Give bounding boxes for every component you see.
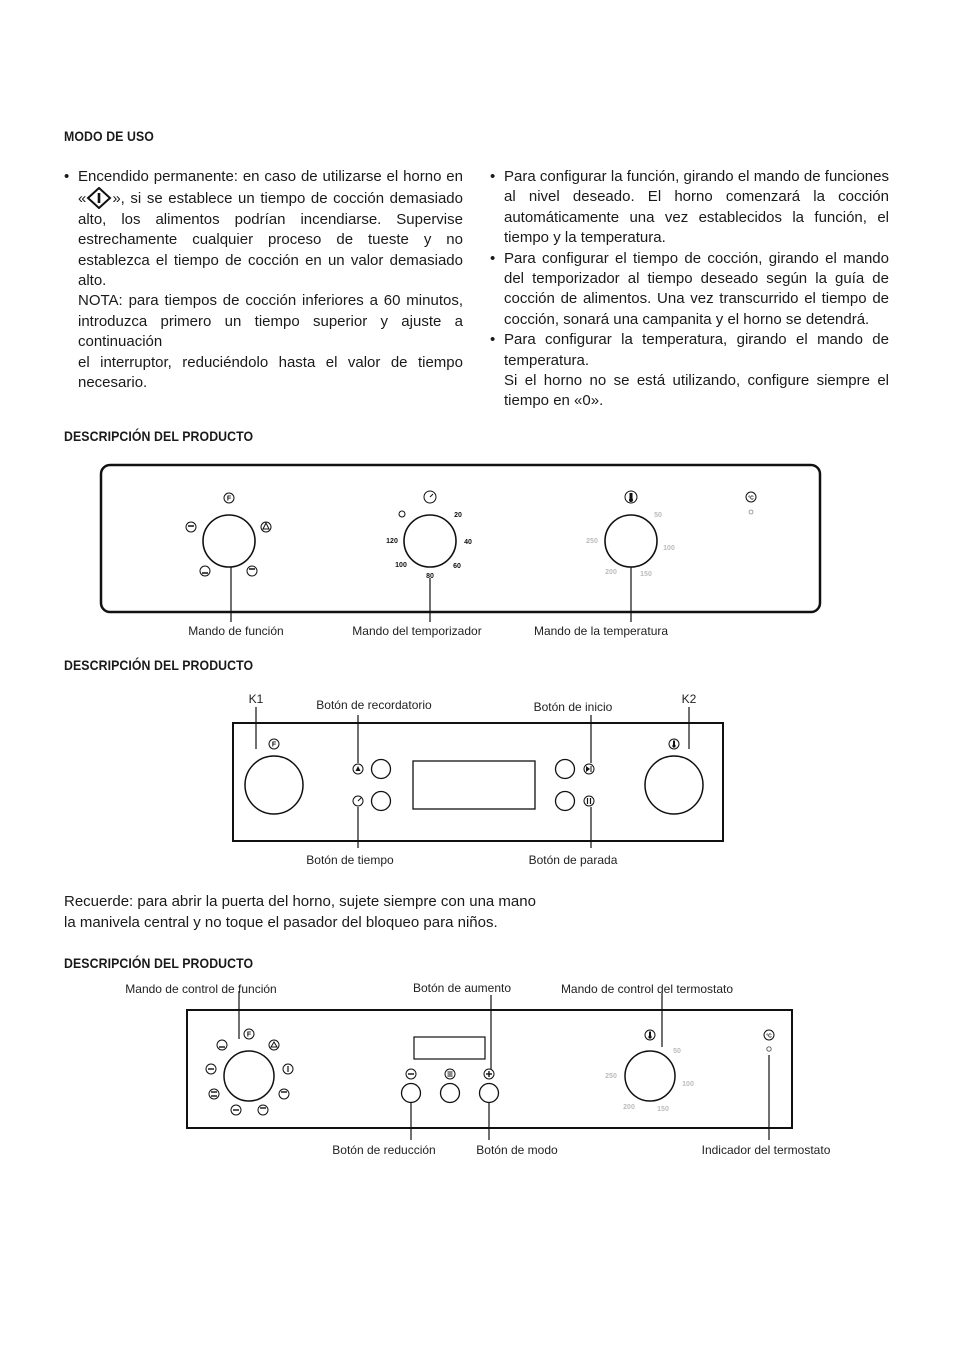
label-boton-modo: Botón de modo bbox=[476, 1143, 558, 1157]
bullet-funcion bbox=[490, 167, 889, 249]
pause-icon bbox=[584, 796, 594, 806]
thermostat-knob-3 bbox=[625, 1051, 675, 1101]
function-knob-3 bbox=[224, 1051, 274, 1101]
temp-knob-circle bbox=[605, 515, 657, 567]
temp3-tick-250: 250 bbox=[605, 1073, 617, 1080]
panel2-outline bbox=[233, 723, 723, 841]
mode-button[interactable] bbox=[441, 1084, 460, 1103]
time-button[interactable] bbox=[372, 792, 391, 811]
mode-icon-upper bbox=[258, 1105, 268, 1115]
temp3-tick-150: 150 bbox=[657, 1106, 669, 1113]
label-boton-tiempo: Botón de tiempo bbox=[306, 853, 394, 867]
recuerde-paragraph bbox=[64, 891, 536, 933]
label-mando-temperatura: Mando de la temperatura bbox=[533, 624, 669, 638]
bullet-text-temperatura-cont: Si el horno no se está utilizando, configure siempre el tiempo en «0». bbox=[504, 372, 889, 410]
mode-icon-fan-grill bbox=[279, 1089, 289, 1099]
bullet-text-1a: Encendido permanente: en caso de utilizarse el horno en « bbox=[78, 168, 463, 208]
function-f-label: F bbox=[226, 495, 232, 503]
section-title-desc-3: DESCRIPCIÓN DEL PRODUCTO bbox=[64, 955, 254, 971]
temp-tick-50: 50 bbox=[654, 512, 662, 519]
timer-tick-120: 120 bbox=[386, 538, 398, 545]
timer-knob bbox=[386, 491, 472, 580]
label-boton-inicio: Botón de inicio bbox=[533, 700, 613, 714]
mode-icon-grill bbox=[209, 1089, 219, 1099]
section-title-modo-uso: MODO DE USO bbox=[64, 128, 154, 144]
label-boton-reduccion: Botón de reducción bbox=[332, 1143, 436, 1157]
function-knob-circle bbox=[203, 515, 255, 567]
increase-button[interactable] bbox=[480, 1084, 499, 1103]
temp-tick-200: 200 bbox=[605, 569, 617, 576]
decrease-button[interactable] bbox=[402, 1084, 421, 1103]
display-screen-3 bbox=[414, 1037, 485, 1059]
recuerde-line-2: la manivela central y no toque el pasador del bloqueo para niños. bbox=[64, 914, 498, 931]
bottom-heat-icon bbox=[200, 566, 210, 576]
thermostat-indicator-light bbox=[767, 1047, 771, 1051]
bullet-tiempo bbox=[490, 249, 889, 331]
timer-tick-100: 100 bbox=[395, 562, 407, 569]
on-position-icon bbox=[399, 511, 405, 517]
label-boton-aumento: Botón de aumento bbox=[412, 981, 512, 995]
diagram-control-panel-3 bbox=[0, 975, 954, 1165]
label-k1: K1 bbox=[248, 692, 264, 706]
celsius-label: °C bbox=[748, 495, 754, 502]
temp3-tick-200: 200 bbox=[623, 1104, 635, 1111]
stop-button[interactable] bbox=[556, 792, 575, 811]
recuerde-line-1: Recuerde: para abrir la puerta del horno, sujete siempre con una mano bbox=[64, 893, 536, 910]
k2-knob bbox=[645, 756, 703, 814]
temp-tick-100: 100 bbox=[663, 545, 675, 552]
temp-tick-250: 250 bbox=[586, 538, 598, 545]
panel-outline bbox=[101, 465, 820, 612]
nota-text: NOTA: para tiempos de cocción inferiores a 60 minutos, introduzca primero un tiempo superior y ajuste a continuación bbox=[78, 292, 463, 351]
temp3-tick-100: 100 bbox=[682, 1081, 694, 1088]
temp3-tick-50: 50 bbox=[673, 1048, 681, 1055]
k1-f-label: F bbox=[271, 741, 277, 749]
section-title-desc-2: DESCRIPCIÓN DEL PRODUCTO bbox=[64, 657, 254, 673]
label-boton-recordatorio: Botón de recordatorio bbox=[316, 698, 432, 712]
function-knob bbox=[186, 493, 271, 576]
right-column bbox=[490, 167, 889, 412]
timer-tick-80: 80 bbox=[426, 573, 434, 580]
diagram-control-panel-2 bbox=[0, 685, 954, 875]
top-bottom-heat-icon bbox=[247, 566, 257, 576]
timer-tick-60: 60 bbox=[453, 563, 461, 570]
celsius-label-3: °C bbox=[766, 1033, 772, 1040]
timer-tick-40: 40 bbox=[464, 539, 472, 546]
bullet-text-1b: », si se establece un tiempo de cocción demasiado alto, los alimentos podrían incendiarse. Supervise estrechamente cualquier proceso de tueste y no establezca el tiempo de cocción en un valor demasiado alto. bbox=[78, 190, 463, 290]
label-mando-control-termostato: Mando de control del termostato bbox=[560, 982, 734, 996]
power-symbol-icon bbox=[86, 187, 112, 209]
top-heat-icon bbox=[186, 522, 196, 532]
bullet-encendido bbox=[64, 167, 463, 393]
indicator-light bbox=[749, 510, 753, 514]
diagram-control-panel-1 bbox=[0, 455, 954, 645]
label-mando-control-funcion: Mando de control de función bbox=[125, 982, 277, 996]
bullet-text-tiempo: Para configurar el tiempo de cocción, girando el mando del temporizador al tiempo deseado según la guía de cocción de alimentos. Una vez transcurrido el tiempo de cocción, sonará una campanita y el horno se detendrá. bbox=[504, 249, 889, 328]
timer-knob-circle bbox=[404, 515, 456, 567]
label-mando-temporizador: Mando del temporizador bbox=[352, 624, 482, 638]
label-k2: K2 bbox=[681, 692, 697, 706]
function-f-label-3: F bbox=[246, 1031, 252, 1039]
label-boton-parada: Botón de parada bbox=[528, 853, 618, 867]
label-indicador-termostato: Indicador del termostato bbox=[701, 1143, 831, 1157]
reminder-button[interactable] bbox=[372, 760, 391, 779]
timer-tick-20: 20 bbox=[454, 512, 462, 519]
bullet-temperatura bbox=[490, 330, 889, 412]
k1-knob bbox=[245, 756, 303, 814]
display-screen bbox=[413, 761, 535, 809]
nota-continuation: el interruptor, reduciéndolo hasta el valor de tiempo necesario. bbox=[78, 353, 463, 392]
mode-icon-top bbox=[217, 1040, 227, 1050]
left-column bbox=[64, 167, 463, 393]
temp-tick-150: 150 bbox=[640, 571, 652, 578]
bullet-text-temperatura: Para configurar la temperatura, girando el mando de temperatura. bbox=[504, 331, 889, 369]
section-title-desc-1: DESCRIPCIÓN DEL PRODUCTO bbox=[64, 428, 254, 444]
bullet-text-funcion: Para configurar la función, girando el mando de funciones al nivel deseado. El horno comenzará la cocción automáticamente una vez establecidos la función, el tiempo y la temperatura. bbox=[504, 168, 889, 247]
label-mando-funcion: Mando de función bbox=[188, 624, 284, 638]
thermostat-indicator bbox=[746, 492, 756, 514]
temperature-knob bbox=[586, 491, 675, 578]
start-button[interactable] bbox=[556, 760, 575, 779]
